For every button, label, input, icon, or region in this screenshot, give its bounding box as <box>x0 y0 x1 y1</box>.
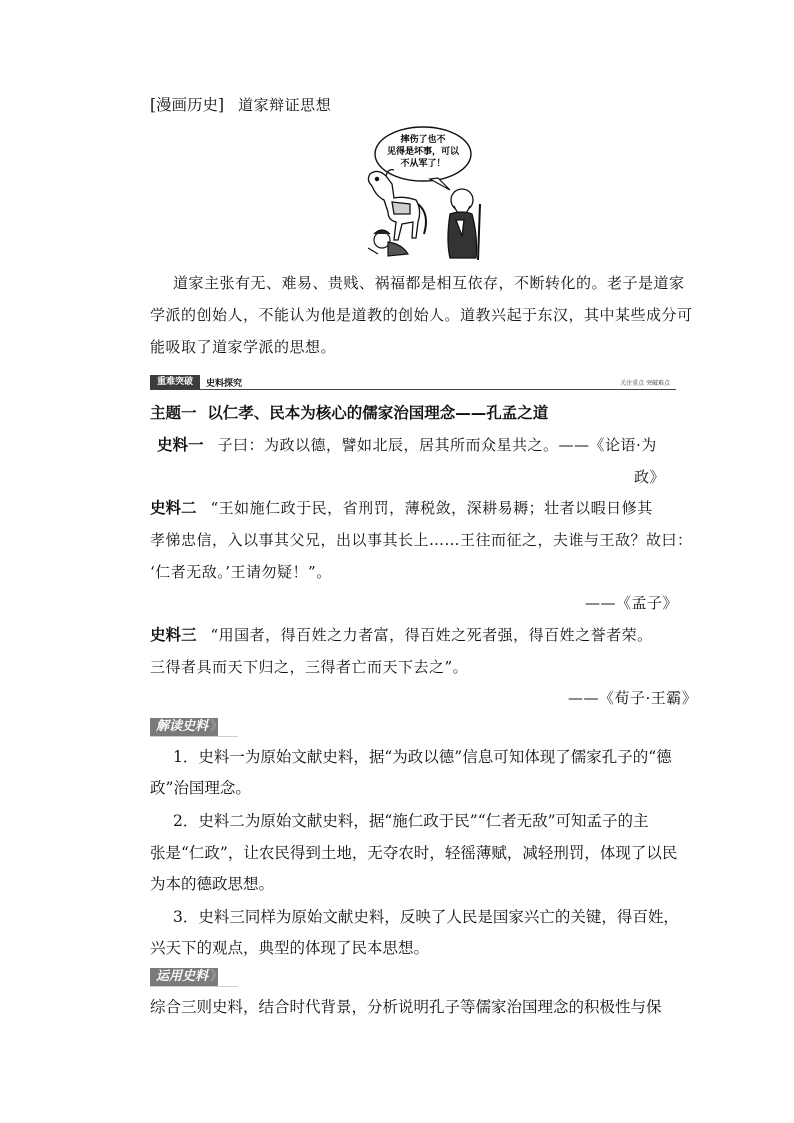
source-1-text: 子曰：为政以德，譬如北辰，居其所而众星共之。——《论语·为 <box>217 436 657 454</box>
source-1-label: 史料一 <box>157 436 204 454</box>
interpret-2-line-3: 为本的德政思想。 <box>150 875 275 893</box>
interpret-1-line-2: 政”治国理念。 <box>150 779 251 797</box>
interpret-badge-arrow: 》 <box>210 719 224 734</box>
interpret-1-line-1: 1．史料一为原始文献史料，据“为政以德”信息可知体现了儒家孔子的“德 <box>173 748 672 766</box>
interpret-badge-label: 解读史料 <box>150 718 218 736</box>
interpret-3-line-2: 兴天下的观点，典型的体现了民本思想。 <box>150 939 430 957</box>
section-header <box>150 98 331 114</box>
source-2-label: 史料二 <box>150 499 197 517</box>
ribbon-tag: 重难突破 <box>150 375 200 390</box>
source-2-line-2: 孝悌忠信，入以事其父兄，出以事其长上……王往而征之，夫谁与王敌？故曰： <box>150 531 693 549</box>
apply-line-1: 综合三则史料，结合时代背景，分析说明孔子等儒家治国理念的积极性与保 <box>150 998 662 1016</box>
interpret-badge <box>150 718 238 736</box>
interpret-2-line-1: 2．史料二为原始文献史料，据“施仁政于民”“仁者无敌”可知孟子的主 <box>173 812 649 830</box>
source-2-citation: ——《孟子》 <box>585 594 679 612</box>
intro-line-2: 学派的创始人，不能认为他是道教的创始人。道教兴起于东汉，其中某些成分可 <box>150 306 693 324</box>
intro-line-3: 能吸取了道家学派的思想。 <box>150 338 337 356</box>
apply-badge-label: 运用史料 <box>150 968 218 986</box>
source-1-text-cont: 政》 <box>634 468 666 486</box>
source-3-line-2: 三得者具而天下归之，三得者亡而天下去之”。 <box>150 658 469 676</box>
speech-line-2: 见得是坏事，可以 <box>386 147 460 157</box>
section-tag: [漫画历史] <box>150 96 225 114</box>
section-ribbon <box>150 375 676 391</box>
apply-badge <box>150 968 238 986</box>
sage-figure <box>448 189 480 260</box>
speech-line-3: 不从军了！ <box>400 159 446 169</box>
ribbon-subtitle: 史料探究 <box>206 379 243 389</box>
source-2 <box>150 501 653 517</box>
speech-line-1: 摔伤了也不 <box>400 135 446 145</box>
source-2-line-3: ‘仁者无敌。’王请勿疑！”。 <box>150 563 332 581</box>
ribbon-right-note: 关注重点 突破难点 <box>620 380 670 387</box>
section-title: 道家辩证思想 <box>238 96 332 114</box>
ribbon-divider <box>200 389 676 390</box>
source-3-citation: ——《荀子·王霸》 <box>568 689 698 707</box>
interpret-2-line-2: 张是“仁政”，让农民得到土地，无夺农时，轻徭薄赋，减轻刑罚，体现了以民 <box>150 844 678 862</box>
source-3-label: 史料三 <box>150 626 197 644</box>
topic-heading: 主题一 以仁孝、民本为核心的儒家治国理念——孔孟之道 <box>150 404 549 422</box>
intro-line-1: 道家主张有无、难易、贵贱、祸福都是相互依存，不断转化的。老子是道家 <box>173 274 685 292</box>
cartoon-illustration <box>358 124 498 264</box>
interpret-3-line-1: 3．史料三同样为原始文献史料，反映了人民是国家兴亡的关键，得百姓， <box>173 908 679 926</box>
source-3 <box>150 628 653 644</box>
apply-badge-arrow: 》 <box>210 969 224 984</box>
source-3-line-1: “用国者，得百姓之力者富，得百姓之死者强，得百姓之誉者荣。 <box>210 626 653 644</box>
source-2-line-1: “王如施仁政于民，省刑罚，薄税敛，深耕易耨；壮者以暇日修其 <box>210 499 653 517</box>
fallen-man-figure <box>368 230 408 256</box>
source-1 <box>157 438 657 454</box>
